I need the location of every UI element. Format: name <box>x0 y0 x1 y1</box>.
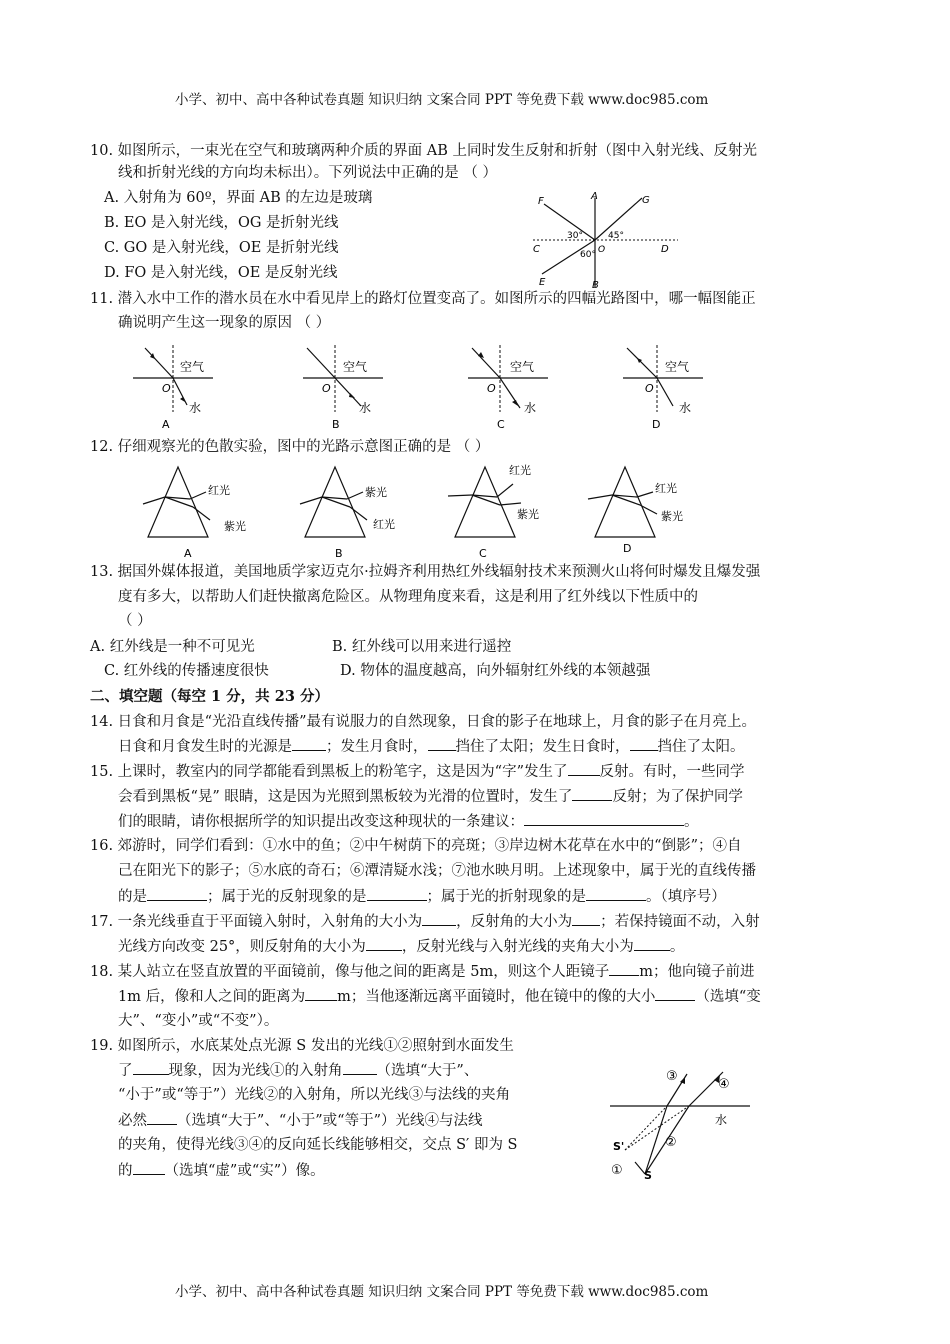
q11d-label: D <box>652 418 661 431</box>
q15-line2 <box>118 787 743 806</box>
q17-line2 <box>118 937 684 956</box>
q11d-air-label: 空气 <box>665 360 690 374</box>
q13-stem-line2: 度有多大，以帮助人们赶快撤离危险区。从物理角度来看，这是利用了红外线以下性质中的 <box>118 589 698 605</box>
q19-line3: “小于”或“等于”）光线②的入射角，所以光线③与法线的夹角 <box>118 1087 511 1103</box>
page-header: 小学、初中、高中各种试卷真题 知识归纳 文案合同 PPT 等免费下载 www.doc985.com <box>175 92 709 108</box>
q10-fig-label-o: O <box>598 245 606 255</box>
q15-text-c: 会看到黑板“晃” 眼睛，这是因为光照到黑板较为光滑的位置时，发生了 <box>118 789 573 805</box>
q14-text-c: 挡住了太阳；发生日食时， <box>455 739 630 755</box>
q18-text-d: m；当他逐渐远离平面镜时，他在镜中的像的大小 <box>337 989 656 1005</box>
q16-line1: 16. 郊游时，同学们看到：①水中的鱼；②中午树荫下的亮斑；③岸边树木花草在水中的“倒影”；④自 <box>90 838 742 854</box>
q10-stem-line2: 线和折射光线的方向均未标出）。下列说法中正确的是 （ ） <box>118 165 497 181</box>
q10-fig-label-d: D <box>661 244 669 255</box>
q19-text-a: 了 <box>118 1063 133 1079</box>
q10-fig-label-f: F <box>538 196 544 207</box>
q10-stem-line1: 10. 如图所示，一束光在空气和玻璃两种介质的界面 AB 上同时发生反射和折射（图中入射光线、反射光 <box>90 143 758 159</box>
q15-text-e: 们的眼睛，请你根据所学的知识提出改变这种现状的一条建议： <box>118 814 524 830</box>
q11-diagram-b <box>295 340 390 432</box>
q12b-red-label: 红光 <box>373 518 395 531</box>
q10-fig-label-b: B <box>592 280 599 290</box>
q15-blank-1[interactable] <box>568 762 600 776</box>
q11c-water-label: 水 <box>524 401 537 415</box>
q15-text-f: 。 <box>684 814 699 830</box>
q12a-label: A <box>184 547 192 560</box>
q12b-label: B <box>335 547 343 560</box>
q15-text-d: 反射；为了保护同学 <box>612 789 743 805</box>
q17-text-c: ；若保持镜面不动，入射 <box>600 914 760 930</box>
q19-text-e: （选填“大于”、“小于”或“等于”）光线④与法线 <box>177 1113 483 1129</box>
q16-blank-1[interactable] <box>147 887 207 901</box>
q18-line2 <box>118 987 761 1006</box>
q11c-air-label: 空气 <box>510 360 535 374</box>
q12c-label: C <box>479 547 487 560</box>
q15-text-a: 15. 上课时，教室内的同学都能看到黑板上的粉笔字，这是因为“字”发生了 <box>90 764 568 780</box>
q17-blank-2[interactable] <box>572 912 600 926</box>
q19-text-d: 必然 <box>118 1113 147 1129</box>
q11b-water-label: 水 <box>359 401 372 415</box>
q12d-violet-label: 紫光 <box>661 510 683 523</box>
q18-blank-2[interactable] <box>305 987 337 1001</box>
q15-line3 <box>118 812 699 831</box>
q19-blank-4[interactable] <box>133 1161 165 1175</box>
q11a-air-label: 空气 <box>180 360 205 374</box>
q13-option-d: D. 物体的温度越高，向外辐射红外线的本领越强 <box>340 663 651 679</box>
q16-text-d: 。（填序号） <box>646 889 726 905</box>
q19-line1: 19. 如图所示，水底某处点光源 S 发出的光线①②照射到水面发生 <box>90 1038 514 1054</box>
q12-diagram-c <box>445 462 555 562</box>
q10-figure <box>530 190 680 290</box>
q12-diagram-b <box>295 462 410 562</box>
q14-blank-1[interactable] <box>292 737 326 751</box>
q19-line5: 的夹角，使得光线③④的反向延长线能够相交，交点 S′ 即为 S <box>118 1137 518 1153</box>
q14-line1: 14. 日食和月食是“光沿直线传播”最有说服力的自然现象，日食的影子在地球上，月食的影子在月亮上。 <box>90 714 756 730</box>
q15-line1 <box>90 762 745 781</box>
q18-line1 <box>90 962 755 981</box>
q12-diagram-a <box>138 462 248 562</box>
q13-option-b: B. 红外线可以用来进行遥控 <box>332 639 512 655</box>
q19-text-c: （选填“大于”、 <box>376 1063 479 1079</box>
q18-text-e: （选填“变 <box>695 989 761 1005</box>
q11d-water-label: 水 <box>679 401 692 415</box>
q10-fig-label-e: E <box>539 277 546 288</box>
q11b-label: B <box>332 418 340 431</box>
q18-text-c: 1m 后，像和人之间的距离为 <box>118 989 306 1005</box>
q15-blank-2[interactable] <box>572 787 612 801</box>
q10-option-a: A. 入射角为 60º，界面 AB 的左边是玻璃 <box>104 190 373 206</box>
q10-option-d: D. FO 是入射光线，OE 是反射光线 <box>104 265 338 281</box>
q17-text-d: 光线方向改变 25°，则反射角的大小为 <box>118 939 366 955</box>
q11-stem-line2: 确说明产生这一现象的原因 （ ） <box>118 315 331 331</box>
q11c-o-label: O <box>487 382 496 395</box>
q18-line3: 大”、“变小”或“不变”）。 <box>118 1013 279 1029</box>
section-title-fill-in: 二、填空题（每空 1 分，共 23 分） <box>90 688 329 705</box>
q11c-label: C <box>497 418 505 431</box>
q12a-red-label: 红光 <box>208 484 230 497</box>
q11-diagram-d <box>615 340 710 432</box>
q18-blank-1[interactable] <box>609 962 639 976</box>
q17-blank-3[interactable] <box>366 937 402 951</box>
q19-line2 <box>118 1061 478 1080</box>
q19-fig-ray4: ④ <box>718 1077 730 1092</box>
q14-blank-2[interactable] <box>428 737 456 751</box>
q11-diagram-c <box>460 340 555 432</box>
q19-fig-ray2: ② <box>665 1135 677 1150</box>
q12a-violet-label: 紫光 <box>224 520 246 533</box>
q16-text-b: ；属于光的反射现象的是 <box>207 889 367 905</box>
q12d-red-label: 红光 <box>655 482 677 495</box>
q17-blank-4[interactable] <box>634 937 670 951</box>
q12c-violet-label: 紫光 <box>517 508 539 521</box>
q10-fig-angle-30: 30° <box>567 231 583 241</box>
q18-text-a: 18. 某人站立在竖直放置的平面镜前，像与他之间的距离是 5m，则这个人距镜子 <box>90 964 610 980</box>
q16-text-c: ；属于光的折射现象的是 <box>426 889 586 905</box>
q19-text-g: （选填“虚”或“实”）像。 <box>164 1163 325 1179</box>
q11a-o-label: O <box>162 382 171 395</box>
q13-option-a: A. 红外线是一种不可见光 <box>90 639 255 655</box>
q13-option-c: C. 红外线的传播速度很快 <box>104 663 269 679</box>
q14-text-b: ；发生月食时， <box>326 739 428 755</box>
q15-blank-3[interactable] <box>524 812 684 826</box>
q10-fig-angle-45: 45° <box>608 231 624 241</box>
q19-line4 <box>118 1111 482 1130</box>
q11d-o-label: O <box>645 382 654 395</box>
q13-stem-line3: （ ） <box>118 613 152 629</box>
q17-text-f: 。 <box>669 939 685 955</box>
q15-text-b: 反射。有时，一些同学 <box>599 764 745 780</box>
q12b-violet-label: 紫光 <box>365 486 387 499</box>
q19-fig-s-label: S <box>644 1169 652 1182</box>
q10-fig-angle-60: 60° <box>580 250 596 260</box>
q19-fig-ray3: ③ <box>666 1069 678 1084</box>
q14-line2 <box>118 737 745 756</box>
q11-diagram-a <box>125 340 220 432</box>
q19-text-f: 的 <box>118 1163 133 1179</box>
q16-blank-3[interactable] <box>586 887 646 901</box>
q19-blank-2[interactable] <box>343 1061 377 1075</box>
q16-blank-2[interactable] <box>367 887 427 901</box>
q17-blank-1[interactable] <box>422 912 456 926</box>
q18-text-b: m；他向镜子前进 <box>639 964 755 980</box>
q19-figure <box>605 1062 755 1184</box>
q13-stem-line1: 13. 据国外媒体报道，美国地质学家迈克尔·拉姆齐利用热红外线辐射技术来预测火山将何时爆发且爆发强 <box>90 564 761 580</box>
q14-blank-3[interactable] <box>630 737 658 751</box>
q14-text-a: 日食和月食发生时的光源是 <box>118 739 292 755</box>
page-footer: 小学、初中、高中各种试卷真题 知识归纳 文案合同 PPT 等免费下载 www.doc985.com <box>175 1284 709 1300</box>
q11-stem-line1: 11. 潜入水中工作的潜水员在水中看见岸上的路灯位置变高了。如图所示的四幅光路图中，哪一幅图能正 <box>90 291 756 307</box>
q19-blank-3[interactable] <box>147 1111 177 1125</box>
q10-option-b: B. EO 是入射光线，OG 是折射光线 <box>104 215 339 231</box>
q19-fig-ray1: ① <box>611 1163 623 1178</box>
q12-stem: 12. 仔细观察光的色散实验，图中的光路示意图正确的是 （ ） <box>90 439 490 455</box>
q19-line6 <box>118 1161 325 1180</box>
q12-diagram-d <box>585 462 695 562</box>
q14-text-d: 挡住了太阳。 <box>657 739 745 755</box>
q18-blank-3[interactable] <box>655 987 695 1001</box>
q17-text-a: 17. 一条光线垂直于平面镜入射时，入射角的大小为 <box>90 914 423 930</box>
q10-fig-label-g: G <box>642 195 650 206</box>
q17-text-e: ，反射光线与入射光线的夹角大小为 <box>401 939 634 955</box>
q11b-air-label: 空气 <box>343 360 368 374</box>
q10-fig-label-a: A <box>591 191 598 202</box>
q16-line2: 己在阳光下的影子；⑤水底的奇石；⑥潭清疑水浅；⑦池水映月明。上述现象中，属于光的直线传播 <box>118 863 756 879</box>
q12c-red-label: 红光 <box>509 464 531 477</box>
q11a-water-label: 水 <box>189 401 202 415</box>
q19-fig-water-label: 水 <box>715 1113 728 1127</box>
q16-line3 <box>118 887 726 906</box>
q12d-label: D <box>623 542 632 555</box>
q10-option-c: C. GO 是入射光线，OE 是折射光线 <box>104 240 339 256</box>
q17-text-b: ，反射角的大小为 <box>456 914 573 930</box>
q19-blank-1[interactable] <box>133 1061 169 1075</box>
q19-text-b: 现象，因为光线①的入射角 <box>168 1063 343 1079</box>
q10-fig-label-c: C <box>533 244 540 255</box>
q19-fig-sprime-label: S' <box>613 1140 625 1153</box>
q16-text-a: 的是 <box>118 889 147 905</box>
q17-line1 <box>90 912 760 931</box>
q11b-o-label: O <box>322 382 331 395</box>
q11a-label: A <box>162 418 170 431</box>
